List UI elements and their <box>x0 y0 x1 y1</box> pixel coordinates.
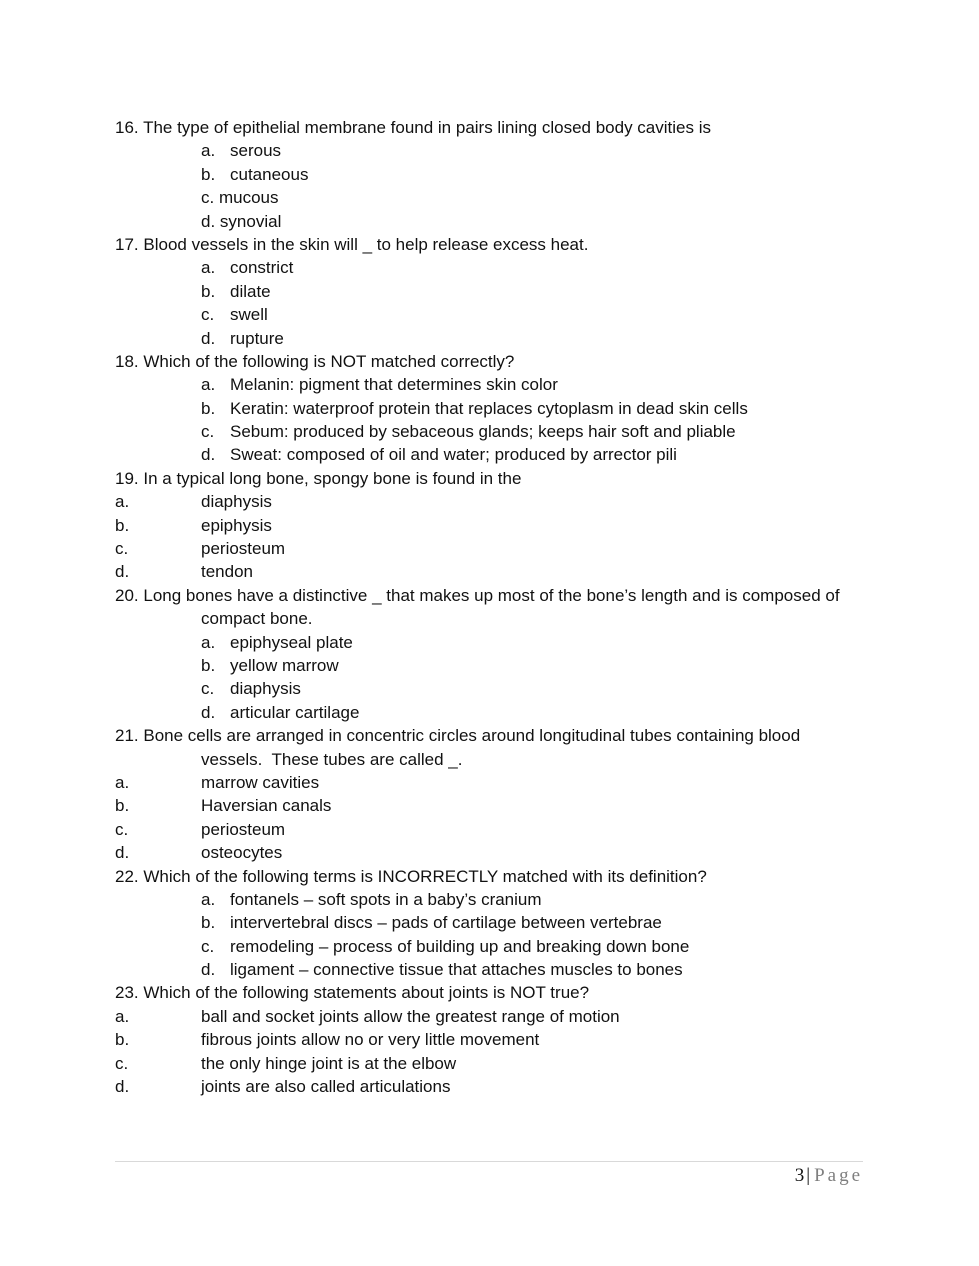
option-text: rupture <box>230 328 284 348</box>
option-text: constrict <box>230 258 294 278</box>
option-letter: b. <box>201 655 216 675</box>
footer-divider <box>115 1161 863 1162</box>
option-text: ball and socket joints allow the greatest range of motion <box>201 1006 620 1026</box>
option-letter: d. <box>115 843 130 863</box>
option-19-a <box>115 490 867 513</box>
option-21-c <box>115 818 867 841</box>
option-text: Sweat: composed of oil and water; produced by arrector pili <box>230 445 677 465</box>
option-text: the only hinge joint is at the elbow <box>201 1053 457 1073</box>
option-21-a <box>115 771 867 794</box>
question-text: Which of the following terms is INCORRECTLY matched with its definition? <box>143 866 707 886</box>
question-18 <box>115 350 867 373</box>
option-letter: a. <box>201 375 216 395</box>
option-text: epiphyseal plate <box>230 632 353 652</box>
option-19-c <box>115 537 867 560</box>
option-text: dilate <box>230 281 271 301</box>
option-letter: d. <box>201 960 216 980</box>
question-number: 23. <box>115 983 139 1003</box>
option-letter: b. <box>201 398 216 418</box>
option-18-a <box>115 373 867 396</box>
option-17-a <box>115 256 867 279</box>
option-23-d <box>115 1075 867 1098</box>
option-18-b <box>115 397 867 420</box>
option-20-c <box>115 677 867 700</box>
option-text: Haversian canals <box>201 796 332 816</box>
option-text: periosteum <box>201 819 286 839</box>
option-21-d <box>115 841 867 864</box>
option-17-d <box>115 327 867 350</box>
page-footer <box>795 1163 863 1189</box>
option-text: mucous <box>218 188 279 208</box>
option-text: cutaneous <box>230 164 309 184</box>
option-text: Melanin: pigment that determines skin color <box>230 375 558 395</box>
option-19-b <box>115 514 867 537</box>
option-20-a <box>115 631 867 654</box>
option-letter: d. <box>201 328 216 348</box>
option-text: synovial <box>219 211 282 231</box>
question-number: 16. <box>115 118 139 137</box>
option-letter: b. <box>115 515 130 535</box>
option-text: intervertebral discs – pads of cartilage between vertebrae <box>230 913 662 933</box>
option-letter: c. <box>201 188 215 208</box>
option-letter: b. <box>201 281 216 301</box>
option-letter: c. <box>201 936 215 956</box>
page-number: 3 <box>794 1165 805 1186</box>
option-text: fontanels – soft spots in a baby’s cranium <box>230 889 542 909</box>
option-letter: c. <box>201 679 215 699</box>
question-text: In a typical long bone, spongy bone is found in the <box>143 468 522 488</box>
option-18-c <box>115 420 867 443</box>
option-text: yellow marrow <box>230 655 339 675</box>
option-letter: a. <box>201 258 216 278</box>
option-letter: a. <box>201 889 216 909</box>
question-19 <box>115 467 867 490</box>
question-17 <box>115 233 867 256</box>
option-text: periosteum <box>201 539 286 559</box>
option-22-b <box>115 911 867 934</box>
question-22 <box>115 865 867 888</box>
option-16-d <box>115 210 867 233</box>
question-number: 20. <box>115 585 139 605</box>
option-16-c <box>115 186 867 209</box>
option-letter: c. <box>115 539 129 559</box>
option-letter: c. <box>115 819 129 839</box>
question-number: 22. <box>115 866 139 886</box>
option-text: osteocytes <box>201 843 283 863</box>
option-23-b <box>115 1028 867 1051</box>
question-text: The type of epithelial membrane found in pairs lining closed body cavities is <box>143 118 711 137</box>
question-20 <box>115 584 867 607</box>
option-letter: a. <box>201 141 216 161</box>
option-letter: a. <box>115 492 130 512</box>
option-letter: a. <box>115 1006 130 1026</box>
question-16 <box>115 116 867 139</box>
option-letter: b. <box>115 796 130 816</box>
option-letter: b. <box>115 1030 130 1050</box>
question-number: 17. <box>115 234 139 254</box>
option-23-a <box>115 1005 867 1028</box>
option-17-c <box>115 303 867 326</box>
option-letter: c. <box>201 422 215 442</box>
option-letter: a. <box>115 772 130 792</box>
option-20-d <box>115 701 867 724</box>
option-text: remodeling – process of building up and breaking down bone <box>230 936 690 956</box>
question-21-continuation: vessels. These tubes are called _. <box>201 749 463 769</box>
option-text: fibrous joints allow no or very little movement <box>201 1030 540 1050</box>
option-text: serous <box>230 141 282 161</box>
option-21-b <box>115 794 867 817</box>
question-20-continuation: compact bone. <box>201 609 313 629</box>
option-text: swell <box>230 305 268 325</box>
option-text: joints are also called articulations <box>201 1077 451 1097</box>
question-number: 19. <box>115 468 139 488</box>
question-number: 18. <box>115 351 139 371</box>
option-text: diaphysis <box>230 679 301 699</box>
option-text: ligament – connective tissue that attaches muscles to bones <box>230 960 683 980</box>
question-text: Bone cells are arranged in concentric circles around longitudinal tubes containing blood <box>143 726 801 746</box>
question-number: 21. <box>115 726 139 746</box>
option-text: Sebum: produced by sebaceous glands; keeps hair soft and pliable <box>230 422 736 442</box>
option-letter: d. <box>201 211 216 231</box>
option-20-b <box>115 654 867 677</box>
option-text: tendon <box>201 562 253 582</box>
footer-separator: | <box>806 1165 811 1186</box>
option-18-d <box>115 443 867 466</box>
page-label: Page <box>814 1165 863 1186</box>
question-text: Long bones have a distinctive _ that makes up most of the bone’s length and is composed of <box>143 585 840 605</box>
question-21 <box>115 724 867 747</box>
option-letter: a. <box>201 632 216 652</box>
option-16-a <box>115 139 867 162</box>
option-letter: d. <box>201 702 216 722</box>
option-text: marrow cavities <box>201 772 320 792</box>
option-17-b <box>115 280 867 303</box>
option-22-d <box>115 958 867 981</box>
question-text: Which of the following is NOT matched correctly? <box>143 351 515 371</box>
option-letter: d. <box>115 562 130 582</box>
question-23 <box>115 981 867 1004</box>
option-letter: b. <box>201 913 216 933</box>
option-letter: b. <box>201 164 216 184</box>
option-19-d <box>115 560 867 583</box>
question-text: Which of the following statements about joints is NOT true? <box>143 983 590 1003</box>
option-16-b <box>115 163 867 186</box>
option-letter: c. <box>201 305 215 325</box>
option-letter: c. <box>115 1053 129 1073</box>
option-text: articular cartilage <box>230 702 360 722</box>
option-text: diaphysis <box>201 492 272 512</box>
option-23-c <box>115 1052 867 1075</box>
question-text: Blood vessels in the skin will _ to help release excess heat. <box>143 234 589 254</box>
question-list <box>115 116 867 1098</box>
option-letter: d. <box>201 445 216 465</box>
option-letter: d. <box>115 1077 130 1097</box>
option-22-a <box>115 888 867 911</box>
option-text: Keratin: waterproof protein that replaces cytoplasm in dead skin cells <box>230 398 748 418</box>
option-text: epiphysis <box>201 515 272 535</box>
option-22-c <box>115 935 867 958</box>
